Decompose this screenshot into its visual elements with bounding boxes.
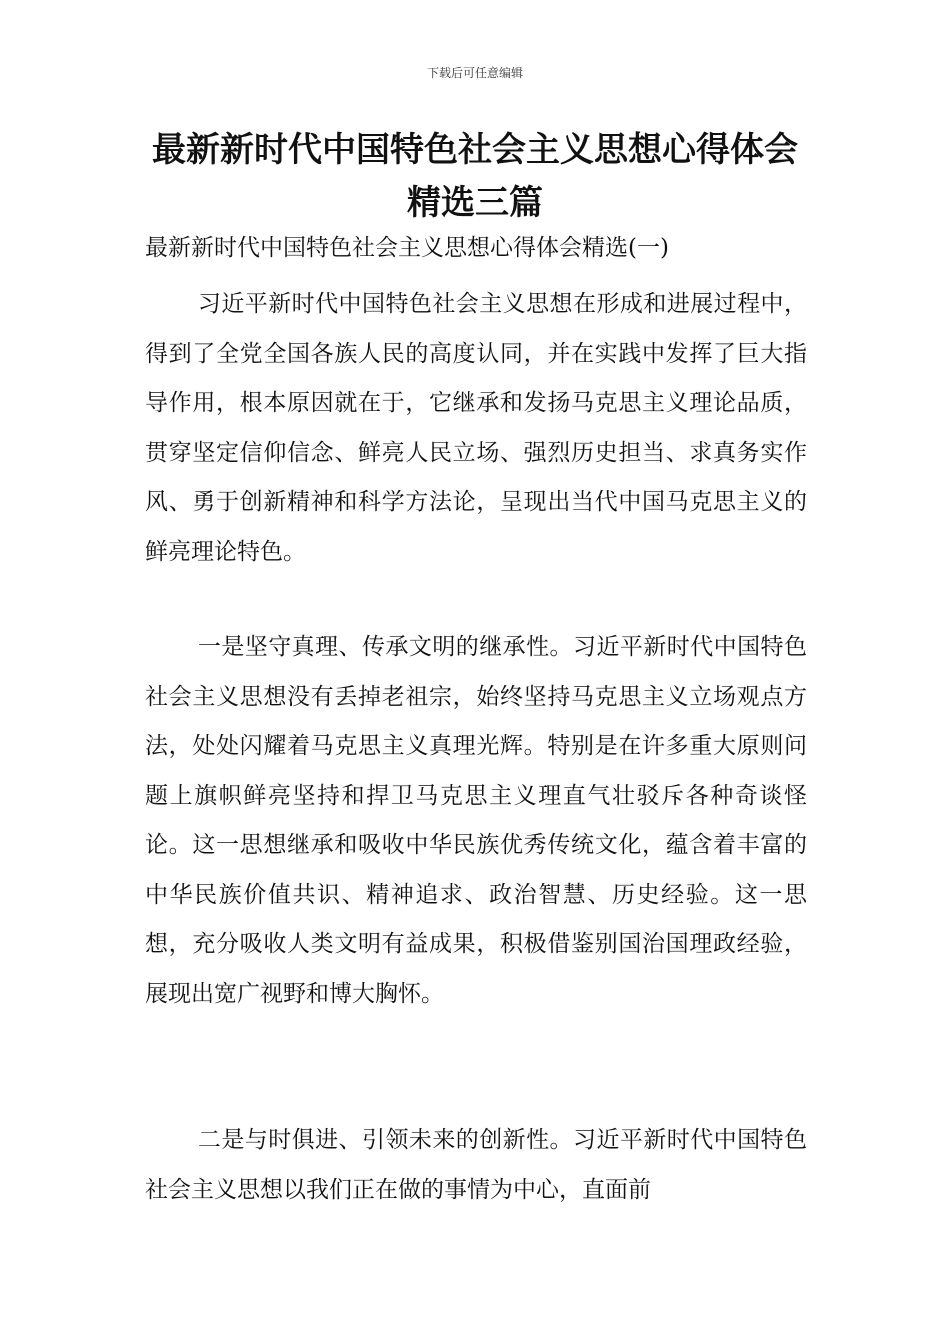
paragraph-1: 习近平新时代中国特色社会主义思想在形成和进展过程中，得到了全党全国各族人民的高度认同，并在实践中发挥了巨大指导作用，根本原因就在于，它继承和发扬马克思主义理论品质，贯穿坚定信仰信念、鲜亮人民立场、强烈历史担当、求真务实作风、勇于创新精神和科学方法论，呈现出当代中国马克思主义的鲜亮理论特色。 — [145, 291, 807, 565]
paragraph-3: 二是与时俱进、引领未来的创新性。习近平新时代中国特色社会主义思想以我们正在做的事情为中心，直面前 — [145, 1127, 807, 1203]
paragraph-2: 一是坚守真理、传承文明的继承性。习近平新时代中国特色社会主义思想没有丢掉老祖宗，始终坚持马克思主义立场观点方法，处处闪耀着马克思主义真理光辉。特别是在许多重大原则问题上旗帜鲜亮坚持和捍卫马克思主义理直气壮驳斥各种奇谈怪论。这一思想继承和吸收中华民族优秀传统文化，蕴含着丰富的中华民族价值共识、精神追求、政治智慧、历史经验。这一思想，充分吸收人类文明有益成果，积极借鉴别国治国理政经验，展现出宽广视野和博大胸怀。 — [145, 634, 807, 1007]
section-subtitle: 最新新时代中国特色社会主义思想心得体会精选(一) — [145, 235, 669, 261]
header-note: 下载后可任意编辑 — [426, 66, 523, 80]
document-title: 最新新时代中国特色社会主义思想心得体会精选三篇 — [152, 130, 798, 223]
